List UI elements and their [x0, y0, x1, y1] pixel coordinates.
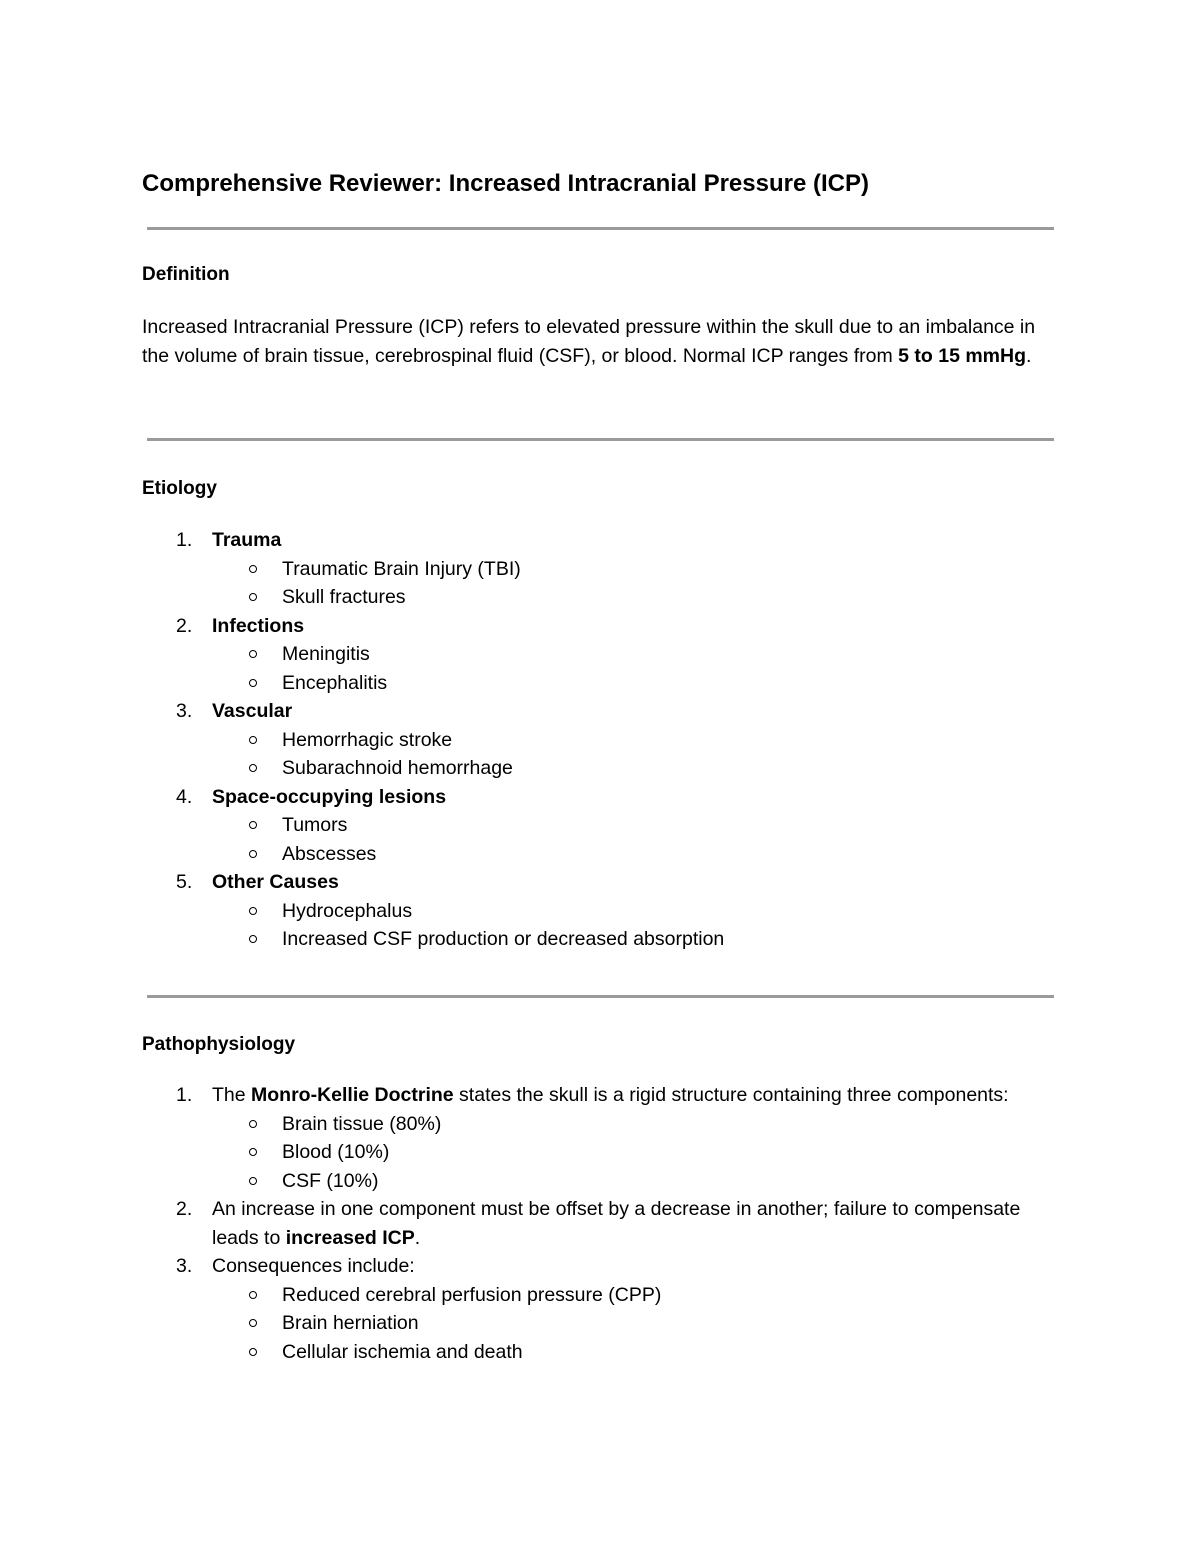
definition-text-part1: Increased Intracranial Pressure (ICP) refers to elevated pressure within the skull due to an imbalance in the volume of brain tissue, cerebrospinal fluid (CSF), or blood. Normal ICP ranges from [142, 316, 1036, 367]
circle-bullet-icon [249, 935, 257, 943]
sub-list-item [142, 583, 1054, 612]
circle-bullet-icon [249, 1319, 257, 1327]
circle-bullet-icon [249, 764, 257, 772]
divider [147, 995, 1054, 998]
list-number: 2. [176, 1198, 193, 1220]
sub-list [212, 1281, 1054, 1367]
etiology-heading: Etiology [142, 478, 217, 499]
normal-icp-range: 5 to 15 mmHg [898, 344, 1027, 367]
list-item [142, 697, 1054, 783]
list-item [142, 526, 1054, 612]
list-item-label: Vascular [212, 700, 293, 722]
list-item-text: states the skull is a rigid structure containing three components: [453, 1084, 1009, 1106]
circle-bullet-icon [249, 1348, 257, 1356]
definition-text-part2: . [1026, 344, 1032, 367]
sub-list-item-text: Cellular ischemia and death [282, 1340, 523, 1363]
sub-list-item-text: Hemorrhagic stroke [282, 728, 453, 751]
list-item-text: An increase in one component must be offset by a decrease in another; failure to compensate leads to [212, 1198, 1021, 1249]
sub-list-item [142, 1167, 1054, 1196]
sub-list-item [142, 640, 1054, 669]
list-item [142, 783, 1054, 869]
sub-list-item-text: Meningitis [282, 643, 370, 665]
monro-kellie-doctrine: Monro-Kellie Doctrine [251, 1084, 454, 1106]
sub-list-item [142, 897, 1054, 926]
definition-heading: Definition [142, 264, 230, 285]
document-title: Comprehensive Reviewer: Increased Intracranial Pressure (ICP) [142, 170, 869, 197]
list-item-text: The [212, 1084, 252, 1106]
sub-list-item-text: Abscesses [282, 842, 377, 865]
sub-list-item [142, 1138, 1054, 1167]
sub-list-item-text: Tumors [282, 814, 348, 836]
sub-list-item-text: Skull fractures [282, 586, 406, 608]
etiology-list [142, 526, 1054, 954]
list-item [142, 1081, 1054, 1195]
circle-bullet-icon [249, 850, 257, 858]
sub-list-item-text: Reduced cerebral perfusion pressure (CPP) [282, 1283, 662, 1306]
increased-icp: increased ICP [285, 1226, 415, 1249]
circle-bullet-icon [249, 821, 257, 829]
sub-list-item [142, 811, 1054, 840]
list-item-text: Consequences include: [212, 1255, 415, 1277]
sub-list-item-text: Traumatic Brain Injury (TBI) [282, 557, 521, 580]
list-number: 5. [176, 871, 193, 893]
sub-list-item [142, 1309, 1054, 1338]
list-item-label: Infections [212, 614, 305, 637]
divider [147, 227, 1054, 230]
circle-bullet-icon [249, 907, 257, 915]
sub-list-item-text: Brain herniation [282, 1312, 419, 1334]
circle-bullet-icon [249, 593, 257, 601]
list-number: 4. [176, 785, 193, 808]
sub-list-item [142, 669, 1054, 698]
sub-list [212, 1110, 1054, 1196]
sub-list [212, 555, 1054, 612]
sub-list-item-text: Subarachnoid hemorrhage [282, 757, 513, 779]
sub-list-item-text: Hydrocephalus [282, 899, 413, 922]
circle-bullet-icon [249, 565, 257, 573]
sub-list-item-text: Brain tissue (80%) [282, 1112, 442, 1135]
circle-bullet-icon [249, 650, 257, 658]
sub-list-item [142, 1281, 1054, 1310]
sub-list-item [142, 754, 1054, 783]
circle-bullet-icon [249, 1291, 257, 1299]
list-number: 1. [176, 529, 193, 551]
circle-bullet-icon [249, 1148, 257, 1156]
circle-bullet-icon [249, 736, 257, 744]
sub-list-item [142, 555, 1054, 584]
sub-list-item-text: Encephalitis [282, 671, 388, 694]
sub-list-item [142, 925, 1054, 954]
list-number: 3. [176, 700, 193, 722]
divider [147, 438, 1054, 441]
sub-list [212, 640, 1054, 697]
sub-list [212, 811, 1054, 868]
pathophysiology-list [142, 1081, 1054, 1366]
sub-list-item-text: CSF (10%) [282, 1169, 379, 1192]
list-item-label: Trauma [212, 529, 282, 551]
list-number: 2. [176, 614, 193, 637]
list-item-text: . [414, 1226, 421, 1249]
circle-bullet-icon [249, 1120, 257, 1128]
list-item [142, 612, 1054, 698]
pathophysiology-heading: Pathophysiology [142, 1034, 296, 1055]
definition-paragraph [142, 313, 1054, 370]
sub-list-item [142, 1110, 1054, 1139]
sub-list [212, 726, 1054, 783]
sub-list [212, 897, 1054, 954]
list-item [142, 1195, 1054, 1252]
sub-list-item-text: Blood (10%) [282, 1141, 390, 1163]
list-number: 3. [176, 1255, 193, 1277]
circle-bullet-icon [249, 1177, 257, 1185]
sub-list-item [142, 840, 1054, 869]
list-number: 1. [176, 1084, 193, 1106]
list-item-label: Space-occupying lesions [212, 785, 447, 808]
list-item [142, 1252, 1054, 1366]
list-item-label: Other Causes [212, 871, 339, 893]
sub-list-item [142, 726, 1054, 755]
sub-list-item [142, 1338, 1054, 1367]
circle-bullet-icon [249, 679, 257, 687]
sub-list-item-text: Increased CSF production or decreased absorption [282, 928, 725, 950]
list-item [142, 868, 1054, 954]
